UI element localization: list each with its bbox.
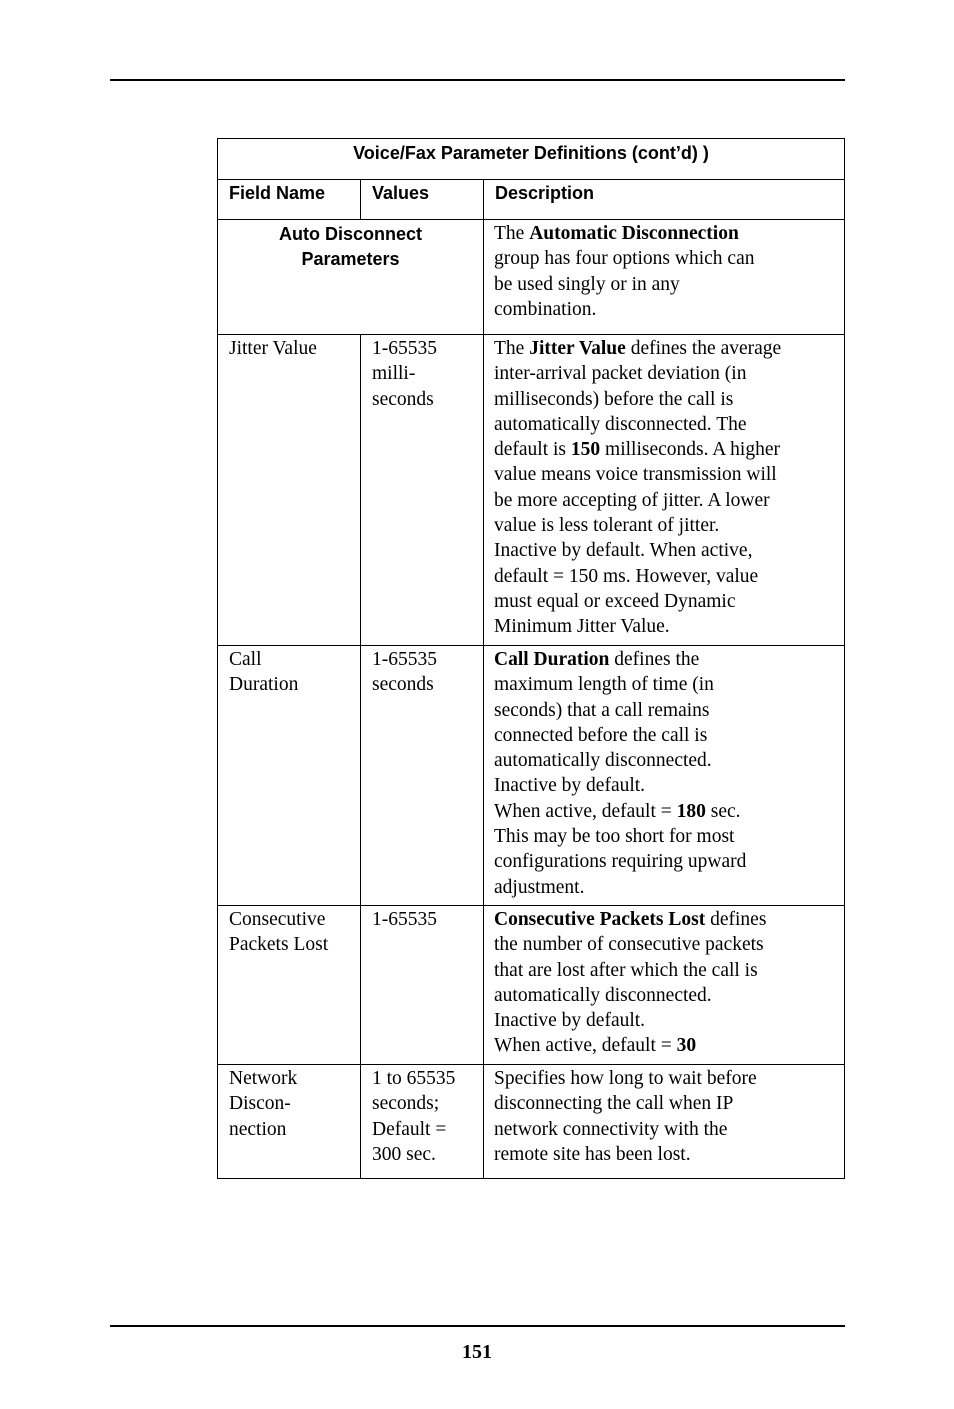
description-line: Inactive by default. — [494, 1010, 646, 1032]
value-line: 1-65535 — [372, 649, 437, 670]
description-line: automatically disconnected. — [494, 750, 712, 772]
description-bold-text: 150 — [570, 439, 601, 461]
description-text: defines — [705, 909, 767, 930]
value-line: Default = — [372, 1118, 447, 1140]
description-line — [494, 907, 842, 932]
description-line: maximum length of time (in — [494, 674, 714, 696]
description-line: group has four options which can — [494, 248, 755, 270]
description-bold-text: Jitter Value — [529, 338, 626, 359]
description-line: Minimum Jitter Value. — [494, 616, 670, 638]
description-bold-text: Call Duration — [494, 649, 610, 670]
field-name-line: Jitter Value — [229, 338, 317, 359]
description-line: must equal or exceed Dynamic — [494, 590, 736, 612]
field-name-line: Call — [229, 649, 262, 670]
description-bold-text: 30 — [676, 1035, 697, 1057]
description-text: When active, default = — [494, 800, 677, 822]
description-line: value means voice transmission will — [494, 464, 777, 486]
table-caption: Voice/Fax Parameter Definitions (cont’d) ) — [218, 139, 845, 180]
field-name-line: Network — [229, 1068, 298, 1089]
description-line: be used singly or in any — [494, 273, 680, 295]
description-line: Specifies how long to wait before — [494, 1068, 757, 1089]
field-name-line: nection — [229, 1118, 287, 1140]
description-text: defines the — [609, 649, 700, 670]
group-description-cell — [484, 220, 845, 335]
description-line: remote site has been lost. — [494, 1143, 691, 1165]
value-line: 1-65535 — [372, 909, 437, 930]
values-cell — [361, 335, 484, 646]
description-line — [494, 1033, 842, 1058]
value-line: seconds; — [372, 1093, 440, 1115]
field-name-cell — [218, 906, 361, 1065]
field-name-line: Discon- — [229, 1093, 291, 1115]
description-line: seconds) that a call remains — [494, 699, 710, 721]
description-line: the number of consecutive packets — [494, 934, 764, 956]
table-row-network-disconnection — [218, 1065, 845, 1179]
field-name-cell — [218, 1065, 361, 1179]
table-caption-row — [218, 139, 845, 180]
description-line: connected before the call is — [494, 724, 708, 746]
description-text: sec. — [705, 800, 741, 822]
description-text: default is — [494, 439, 571, 461]
parameter-definitions-table — [217, 138, 845, 1179]
description-line: This may be too short for most — [494, 826, 735, 848]
description-line: configurations requiring upward — [494, 851, 747, 873]
header-rule — [110, 79, 845, 81]
column-header-field-name: Field Name — [218, 180, 361, 220]
description-line — [494, 799, 842, 824]
description-cell — [484, 335, 845, 646]
description-line: Inactive by default. When active, — [494, 540, 753, 562]
description-line: adjustment. — [494, 876, 585, 898]
description-text: milliseconds. A higher — [600, 439, 780, 461]
description-line — [494, 647, 842, 672]
description-line: value is less tolerant of jitter. — [494, 515, 720, 537]
table-row-consecutive-packets-lost — [218, 906, 845, 1065]
group-name-line: Auto Disconnect — [278, 224, 422, 244]
values-cell — [361, 906, 484, 1065]
description-line: inter-arrival packet deviation (in — [494, 363, 747, 385]
value-line: seconds — [372, 674, 434, 696]
description-line: automatically disconnected. — [494, 984, 712, 1006]
page-number: 151 — [462, 1341, 492, 1363]
description-bold-text: Automatic Disconnection — [529, 223, 739, 244]
description-cell — [484, 906, 845, 1065]
description-text: The — [494, 223, 530, 244]
column-header-description: Description — [484, 180, 845, 220]
values-cell — [361, 646, 484, 906]
field-name-line: Duration — [229, 674, 299, 696]
description-text: The — [494, 338, 530, 359]
description-cell — [484, 1065, 845, 1179]
description-line: default = 150 ms. However, value — [494, 565, 759, 587]
field-name-cell — [218, 646, 361, 906]
description-line — [494, 221, 842, 246]
footer-rule — [110, 1325, 845, 1327]
description-line: Inactive by default. — [494, 775, 646, 797]
table-row-call-duration — [218, 646, 845, 906]
field-name-cell — [218, 335, 361, 646]
description-bold-text: 180 — [676, 800, 706, 822]
description-line: milliseconds) before the call is — [494, 388, 734, 410]
value-line: milli- — [372, 363, 416, 385]
description-line: automatically disconnected. The — [494, 413, 747, 435]
description-cell — [484, 646, 845, 906]
group-name-line: Parameters — [301, 249, 400, 269]
column-header-values: Values — [361, 180, 484, 220]
value-line: 1-65535 — [372, 338, 437, 359]
description-text: defines the average — [625, 338, 782, 359]
field-name-line: Consecutive — [229, 909, 326, 930]
description-line: combination. — [494, 298, 597, 320]
description-text: When active, default = — [494, 1035, 677, 1057]
value-line: seconds — [372, 388, 434, 410]
field-name-line: Packets Lost — [229, 934, 329, 956]
description-bold-text: Consecutive Packets Lost — [494, 909, 706, 930]
description-line: disconnecting the call when IP — [494, 1093, 734, 1115]
value-line: 300 sec. — [372, 1143, 436, 1165]
table-row-group-auto-disconnect — [218, 220, 845, 335]
table-header-row — [218, 180, 845, 220]
description-line: that are lost after which the call is — [494, 959, 758, 981]
description-line: be more accepting of jitter. A lower — [494, 489, 770, 511]
table-row-jitter-value — [218, 335, 845, 646]
values-cell — [361, 1065, 484, 1179]
description-line — [494, 437, 842, 462]
value-line: 1 to 65535 — [372, 1068, 456, 1089]
group-name-cell — [218, 220, 484, 335]
description-line: network connectivity with the — [494, 1118, 728, 1140]
description-line — [494, 336, 842, 361]
